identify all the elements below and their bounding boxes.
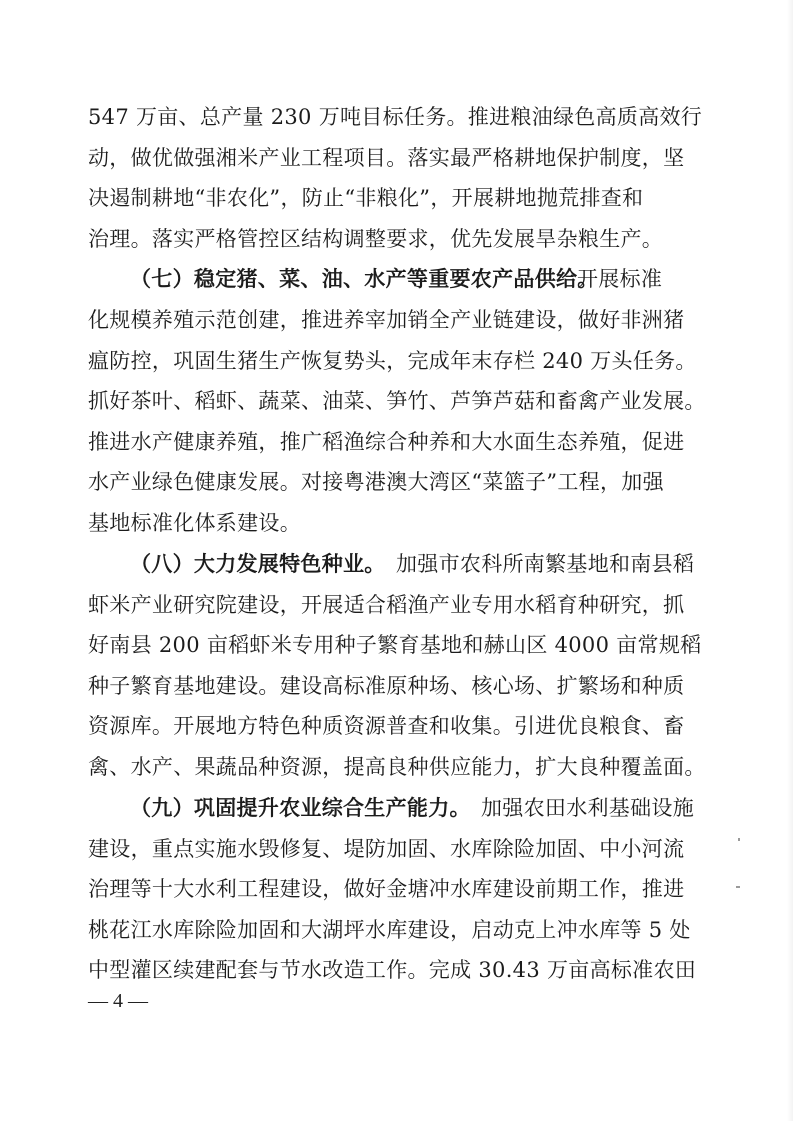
line-text: 547 万亩、总产量 230 万吨目标任务。推进粮油绿色高质高效行: [88, 105, 703, 129]
text-line: [0, 910, 793, 950]
text-line: [0, 950, 793, 990]
text-line: [0, 300, 793, 340]
scan-speck: [736, 886, 740, 888]
line-text: 动，做优做强湘米产业工程项目。落实最严格耕地保护制度，坚: [88, 145, 685, 170]
text-line: [0, 666, 793, 706]
line-text: 中型灌区续建配套与节水改造工作。完成 30.43 万亩高标准农田: [88, 958, 697, 983]
line-text: 桃花江水库除险加固和大湖坪水库建设，启动克上冲水库等 5 处: [88, 917, 691, 942]
text-line: [0, 829, 793, 869]
line-text: 加强市农科所南繁基地和南县稻: [396, 552, 695, 577]
line-text: 瘟防控，巩固生猪生产恢复势头，完成年末存栏 240 万头任务。: [88, 348, 697, 373]
line-text: 推进水产健康养殖，推广稻渔综合种养和大水面生态养殖，促进: [88, 429, 685, 454]
line-text: 抓好茶叶、稻虾、蔬菜、油菜、笋竹、芦笋芦菇和畜禽产业发展。: [88, 389, 706, 414]
line-text: 决遏制耕地“非农化”，防止“非粮化”，开展耕地抛荒排查和: [88, 186, 644, 210]
text-line: [0, 259, 793, 299]
text-line: [0, 869, 793, 909]
text-line: [0, 381, 793, 421]
text-line: [0, 706, 793, 746]
line-text: 基地标准化体系建设。: [88, 510, 301, 535]
text-line: [0, 544, 793, 584]
text-line: [0, 462, 793, 502]
text-line: [0, 341, 793, 381]
line-text: 资源库。开展地方特色种质资源普查和收集。引进优良粮食、畜: [88, 714, 685, 739]
line-text: 化规模养殖示范创建，推进养宰加销全产业链建设，做好非洲猪: [88, 308, 685, 333]
text-line: [0, 422, 793, 462]
line-text: 禽、水产、果蔬品种资源，提高良种供应能力，扩大良种覆盖面。: [88, 754, 706, 779]
line-text: 水产业绿色健康发展。对接粤港澳大湾区“菜篮子”工程，加强: [88, 470, 664, 495]
line-text: 建设，重点实施水毁修复、堤防加固、水库除险加固、中小河流: [88, 836, 685, 861]
line-text: 治理等十大水利工程建设，做好金塘冲水库建设前期工作，推进: [88, 877, 685, 902]
line-text: 种子繁育基地建设。建设高标准原种场、核心场、扩繁场和种质: [88, 673, 685, 698]
text-line: [0, 138, 793, 178]
scan-speck: [738, 838, 740, 841]
text-line: [0, 625, 793, 665]
section-heading-eight: （八）大力发展特色种业。: [130, 552, 386, 577]
section-heading-nine: （九）巩固提升农业综合生产能力。: [130, 796, 471, 821]
line-text: 好南县 200 亩稻虾米专用种子繁育基地和赫山区 4000 亩常规稻: [88, 633, 702, 658]
text-line: [0, 97, 793, 137]
text-line: [0, 788, 793, 828]
text-line: [0, 219, 793, 259]
text-line: [0, 178, 793, 218]
line-text: 开展标准: [577, 267, 663, 291]
page-number: — 4 —: [88, 990, 148, 1012]
line-text: 加强农田水利基础设施: [481, 796, 694, 821]
line-text: 治理。落实严格管控区结构调整要求，优先发展旱杂粮生产。: [88, 226, 664, 251]
section-heading-seven: （七）稳定猪、菜、油、水产等重要农产品供给。: [130, 267, 599, 291]
text-line: [0, 503, 793, 543]
scan-edge-shadow: [787, 0, 793, 1121]
line-text: 虾米产业研究院建设，开展适合稻渔产业专用水稻育种研究，抓: [88, 592, 685, 617]
text-line: [0, 747, 793, 787]
text-line: [0, 585, 793, 625]
